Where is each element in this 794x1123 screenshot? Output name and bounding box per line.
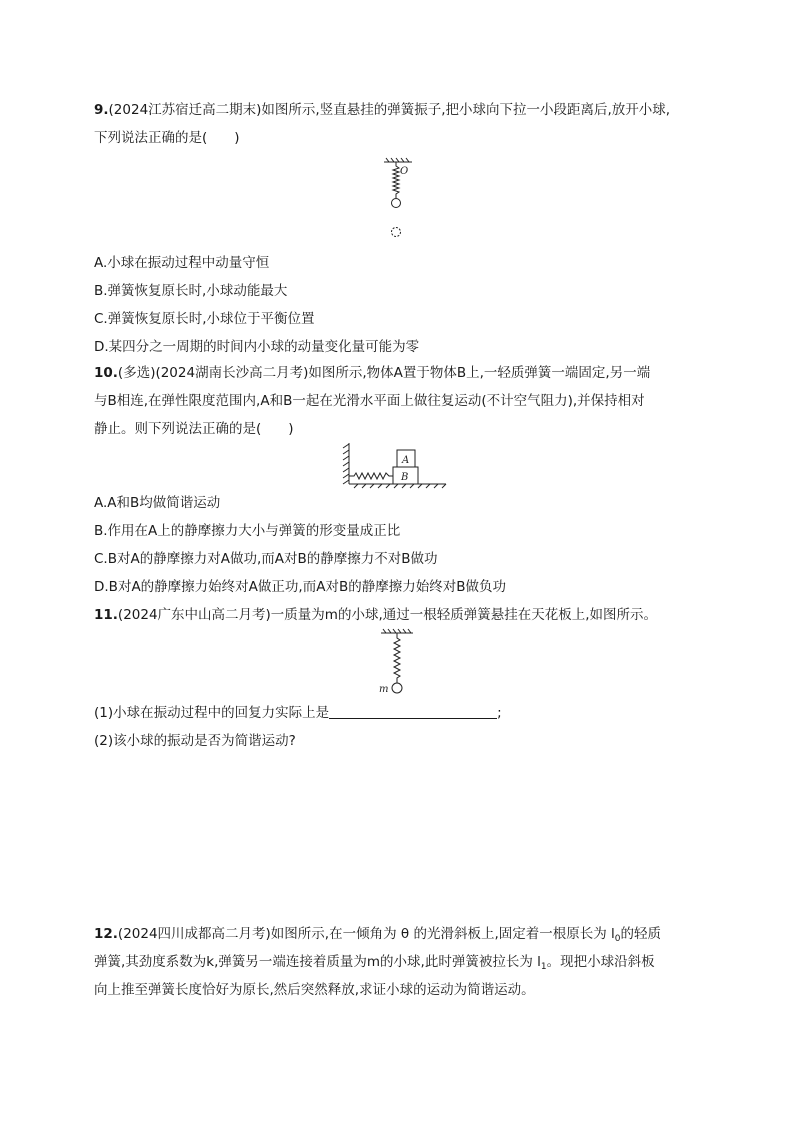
q10-option-b: B.作用在A上的静摩擦力大小与弹簧的形变量成正比: [94, 523, 401, 539]
q9-stem-1: (2024江苏宿迁高二期末)如图所示,竖直悬挂的弹簧振子,把小球向下拉一小段距离后,放开小球,: [108, 102, 671, 118]
q10-label-a: A: [402, 455, 410, 466]
q11-sub1-end: ;: [497, 705, 502, 721]
q11-subquestion-2: (2)该小球的振动是否为简谐运动?: [94, 733, 296, 749]
q12-line-1: [94, 925, 661, 948]
q9-line-2: 下列说法正确的是( ): [94, 130, 240, 146]
q9-option-b: B.弹簧恢复原长时,小球动能最大: [94, 283, 288, 299]
q12-stem-1b: 的轻质: [620, 926, 662, 942]
q11-number: 11.: [94, 607, 118, 623]
q10-stem-1: (多选)(2024湖南长沙高二月考)如图所示,物体A置于物体B上,一轻质弹簧一端固定,另一端: [117, 365, 651, 381]
q11-hanging-spring-figure: [372, 628, 422, 698]
q12-line-3: 向上推至弹簧长度恰好为原长,然后突然释放,求证小球的运动为简谐运动。: [94, 982, 535, 998]
q9-option-c: C.弹簧恢复原长时,小球位于平衡位置: [94, 311, 315, 327]
q11-sub1-text: (1)小球在振动过程中的回复力实际上是: [94, 705, 330, 721]
q9-vertical-spring-figure: [376, 156, 426, 242]
q12-stem-2b: 。现把小球沿斜板: [546, 954, 655, 970]
q11-stem-1: (2024广东中山高二月考)一质量为m的小球,通过一根轻质弹簧悬挂在天花板上,如图所示。: [117, 607, 658, 623]
q11-subquestion-1: [94, 704, 502, 722]
q12-number: 12.: [94, 926, 118, 942]
q10-line-2: 与B相连,在弹性限度范围内,A和B一起在光滑水平面上做往复运动(不计空气阻力),并保持相对: [94, 393, 645, 409]
q10-option-d: D.B对A的静摩擦力始终对A做正功,而A对B的静摩擦力始终对B做负功: [94, 579, 506, 595]
q12-stem-1a: (2024四川成都高二月考)如图所示,在一倾角为 θ 的光滑斜板上,固定着一根原长为 l: [117, 926, 615, 942]
q11-line-1: [94, 606, 657, 624]
q10-number: 10.: [94, 365, 118, 381]
q12-subscript-0: 0: [614, 934, 621, 944]
q11-answer-blank[interactable]: [329, 705, 497, 719]
q10-label-b: B: [401, 472, 409, 483]
q12-stem-2a: 弹簧,其劲度系数为k,弹簧另一端连接着质量为m的小球,此时弹簧被拉长为 l: [94, 954, 541, 970]
q9-number: 9.: [94, 102, 109, 118]
q9-label-o: O: [400, 166, 409, 177]
q9-line-1: [94, 101, 670, 119]
q10-option-c: C.B对A的静摩擦力对A做功,而A对B的静摩擦力不对B做功: [94, 551, 438, 567]
q10-horizontal-spring-figure: [340, 440, 450, 490]
q9-option-d: D.某四分之一周期的时间内小球的动量变化量可能为零: [94, 339, 420, 355]
q9-option-a: A.小球在振动过程中动量守恒: [94, 255, 270, 271]
q10-line-3: 静止。则下列说法正确的是( ): [94, 421, 294, 437]
q12-subscript-1: 1: [540, 962, 547, 972]
q12-line-2: [94, 953, 655, 976]
q11-label-m: m: [379, 684, 389, 695]
q10-line-1: [94, 364, 650, 382]
q10-option-a: A.A和B均做简谐运动: [94, 495, 221, 511]
